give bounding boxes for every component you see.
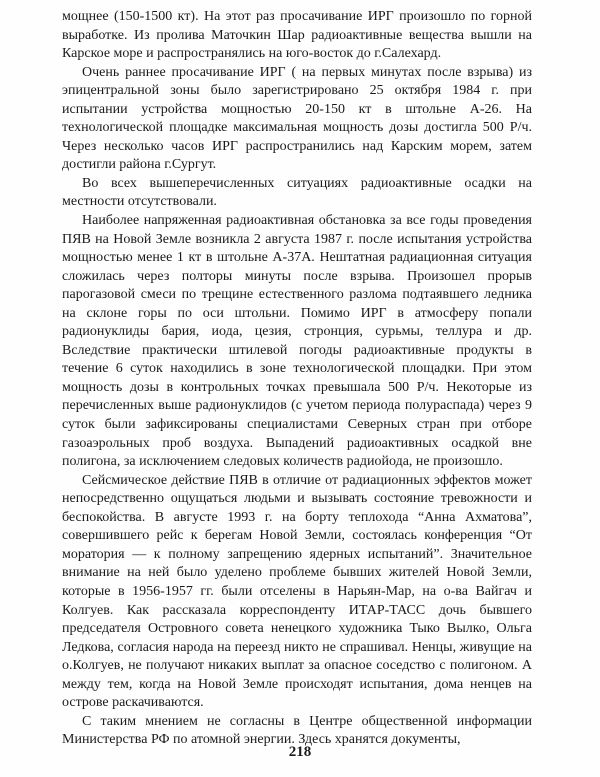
paragraph-continuation: мощнее (150-1500 кт). На этот раз просачивание ИРГ произошло по горной выработке. Из пролива Маточкин Шар радиоактивные вещества вышли на Карское море и распространялись на юго-восток до г.Салехард. — [62, 9, 532, 62]
paragraph-seismic-effects: Сейсмическое действие ПЯВ в отличие от радиационных эффектов может непосредственно ощущаться людьми и вызывать состояние тревожности и беспокойства. В августе 1993 г. на борту теплохода “Анна Ахматова”, совершившего рейс к берегам Новой Земли, состоялась конференция “От моратория — к полному запрещению ядерных испытаний”. Значительное внимание на ней было уделено проблеме бывших жителей Новой Земли, которые в 1956-1957 гг. были отселены в Нарьян-Мар, на о-ва Вайгач и Колгуев. Как рассказала корреспонденту ИТАР-ТАСС дочь бывшего председателя Островного совета ненецкого художника Тыко Вылко, Ольга Ледкова, согласия народа на переезд никто не спрашивал. Ненцы, живущие на о.Колгуев, не получают никаких выплат за опасное соседство с полигоном. А между тем, когда на Новой Земле происходят испытания, дома ненцев на острове раскачиваются. — [62, 472, 532, 711]
paragraph-no-fallout: Во всех вышеперечисленных ситуациях радиоактивные осадки на местности отсутствовали. — [62, 175, 532, 210]
body-text — [62, 8, 532, 750]
page-number: 218 — [288, 744, 312, 760]
paragraph-1984-leak: Очень раннее просачивание ИРГ ( на первых минутах после взрыва) из эпицентральной зоны было зарегистрировано 25 октября 1984 г. при испытании устройства мощностью 20-150 кт в штольне А-26. На технологической площадке максимальная мощность дозы достигла 500 Р/ч. Через несколько часов ИРГ распространились над Карским морем, затем достигли района г.Сургут. — [62, 64, 532, 173]
paragraph-1987-incident: Наиболее напряженная радиоактивная обстановка за все годы проведения ПЯВ на Новой Земле возникла 2 августа 1987 г. после испытания устройства мощностью менее 1 кт в штольне А-37А. Нештатная радиационная ситуация сложилась через полторы минуты после взрыва. Произошел прорыв парогазовой смеси по трещине естественного разлома подтаявшего ледника на склоне горы по оси штольни. Помимо ИРГ в атмосферу попали радионуклиды бария, иода, цезия, стронция, сурьмы, теллура и др. Вследствие практически штилевой погоды радиоактивные продукты в течение 6 суток находились в зоне технологической площадки. При этом мощность дозы в контрольных точках превышала 500 Р/ч. Некоторые из перечисленных выше радионуклидов (с учетом периода полураспада) через 9 суток были зафиксированы специалистами Северных стран при отборе газоаэрольных проб воздуха. Выпадений радиоактивных осадкой вне полигона, за исключением следовых количеств радиойода, не произошло. — [62, 213, 532, 470]
paragraph-ministry-opinion: С таким мнением не согласны в Центре общественной информации Министерства РФ по атомной энергии. Здесь хранятся документы, — [62, 713, 532, 748]
